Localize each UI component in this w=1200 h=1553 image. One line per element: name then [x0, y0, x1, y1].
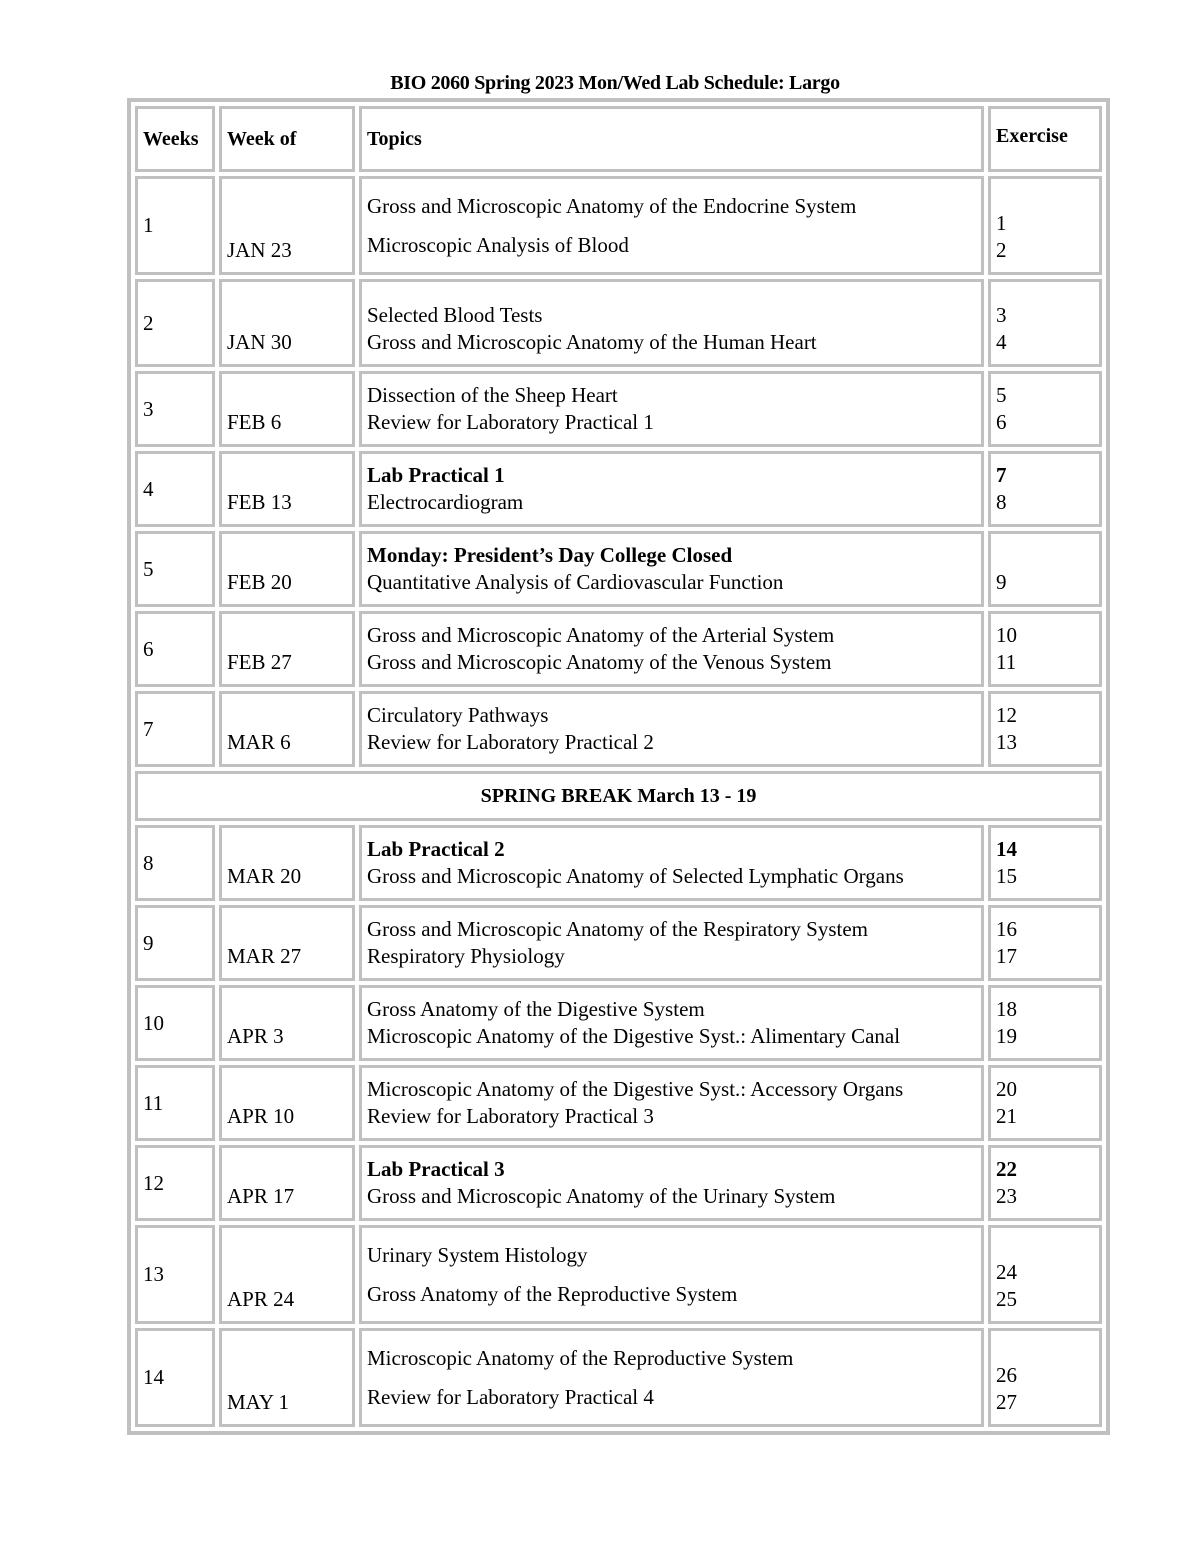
topics-cell	[359, 905, 984, 981]
topic-line: Review for Laboratory Practical 3	[367, 1104, 654, 1128]
topics-cell	[359, 176, 984, 275]
exercise-number: 10	[996, 623, 1017, 647]
spring-break-label: SPRING BREAK March 13 - 19	[135, 771, 1102, 821]
topic-line: Dissection of the Sheep Heart	[367, 383, 618, 407]
table-row	[135, 176, 1102, 275]
topic-line: Microscopic Anatomy of the Digestive Syst.: Accessory Organs	[367, 1077, 904, 1101]
topic-line: Gross and Microscopic Anatomy of the Human Heart	[367, 330, 817, 354]
lab-schedule-table	[127, 98, 1110, 1435]
table-row	[135, 1145, 1102, 1221]
exercise-number: 24	[996, 1260, 1017, 1284]
week-number: 7	[135, 691, 215, 767]
exercise-cell	[988, 611, 1102, 687]
topic-line: Gross and Microscopic Anatomy of the Urinary System	[367, 1184, 836, 1208]
week-of-date: FEB 13	[219, 451, 355, 527]
topic-line: Gross Anatomy of the Reproductive System	[367, 1281, 738, 1306]
table-row	[135, 905, 1102, 981]
topic-line: Electrocardiogram	[367, 490, 524, 514]
exercise-number: 21	[996, 1104, 1017, 1128]
exercise-number: 20	[996, 1077, 1017, 1101]
exercise-cell	[988, 1328, 1102, 1427]
exercise-cell	[988, 985, 1102, 1061]
exercise-number: 2	[996, 238, 1007, 262]
week-number: 1	[135, 176, 215, 275]
topics-cell	[359, 1065, 984, 1141]
week-of-date: FEB 27	[219, 611, 355, 687]
week-of-date: MAR 20	[219, 825, 355, 901]
exercise-number: 13	[996, 730, 1017, 754]
topics-cell	[359, 825, 984, 901]
header-weeks: Weeks	[135, 106, 215, 172]
exercise-number: 6	[996, 410, 1007, 434]
exercise-number: 4	[996, 330, 1007, 354]
exercise-number: 12	[996, 703, 1017, 727]
topic-line: Gross Anatomy of the Digestive System	[367, 997, 705, 1021]
lab-practical-label: Lab Practical 1	[367, 463, 505, 487]
spring-break-row	[135, 771, 1102, 821]
exercise-cell	[988, 176, 1102, 275]
topic-line: Microscopic Analysis of Blood	[367, 232, 629, 257]
topic-line: Microscopic Anatomy of the Reproductive System	[367, 1345, 794, 1370]
exercise-number: 3	[996, 303, 1007, 327]
exercise-cell	[988, 531, 1102, 607]
topic-line: Review for Laboratory Practical 2	[367, 730, 654, 754]
week-number: 9	[135, 905, 215, 981]
table-row	[135, 371, 1102, 447]
week-number: 4	[135, 451, 215, 527]
exercise-cell	[988, 691, 1102, 767]
week-number: 13	[135, 1225, 215, 1324]
week-number: 14	[135, 1328, 215, 1427]
week-number: 12	[135, 1145, 215, 1221]
week-number: 6	[135, 611, 215, 687]
topic-line: Selected Blood Tests	[367, 303, 543, 327]
week-of-date: MAR 27	[219, 905, 355, 981]
lab-practical-label: Lab Practical 2	[367, 837, 505, 861]
exercise-number: 27	[996, 1390, 1017, 1414]
table-row	[135, 691, 1102, 767]
table-row	[135, 1065, 1102, 1141]
exercise-number: 22	[996, 1157, 1017, 1181]
topics-cell	[359, 1145, 984, 1221]
topics-cell	[359, 985, 984, 1061]
exercise-cell	[988, 279, 1102, 367]
exercise-number: 23	[996, 1184, 1017, 1208]
exercise-number: 18	[996, 997, 1017, 1021]
exercise-number: 7	[996, 463, 1007, 487]
exercise-cell	[988, 1065, 1102, 1141]
topics-cell	[359, 691, 984, 767]
page-title: BIO 2060 Spring 2023 Mon/Wed Lab Schedule: Largo	[390, 72, 840, 94]
exercise-cell	[988, 905, 1102, 981]
week-of-date: MAR 6	[219, 691, 355, 767]
week-of-date: APR 3	[219, 985, 355, 1061]
topics-cell	[359, 279, 984, 367]
week-number: 2	[135, 279, 215, 367]
exercise-number	[996, 542, 1094, 569]
header-row	[135, 106, 1102, 172]
topics-cell	[359, 611, 984, 687]
exercise-number: 1	[996, 211, 1007, 235]
topic-line: Gross and Microscopic Anatomy of the Arterial System	[367, 623, 835, 647]
exercise-number: 25	[996, 1287, 1017, 1311]
exercise-cell	[988, 1145, 1102, 1221]
topic-line: Review for Laboratory Practical 4	[367, 1384, 654, 1409]
table-row	[135, 279, 1102, 367]
topic-line: Gross and Microscopic Anatomy of the Venous System	[367, 650, 832, 674]
topic-line: Respiratory Physiology	[367, 944, 565, 968]
week-of-date: APR 17	[219, 1145, 355, 1221]
exercise-number: 19	[996, 1024, 1017, 1048]
week-of-date: FEB 20	[219, 531, 355, 607]
week-of-date: APR 24	[219, 1225, 355, 1324]
topic-line: Gross and Microscopic Anatomy of Selected Lymphatic Organs	[367, 864, 904, 888]
week-of-date: FEB 6	[219, 371, 355, 447]
topic-line: Quantitative Analysis of Cardiovascular Function	[367, 570, 784, 594]
week-of-date: JAN 23	[219, 176, 355, 275]
week-number: 10	[135, 985, 215, 1061]
topics-cell	[359, 451, 984, 527]
topic-line: Urinary System Histology	[367, 1242, 588, 1267]
topic-line: Microscopic Anatomy of the Digestive Syst.: Alimentary Canal	[367, 1024, 901, 1048]
exercise-number: 9	[996, 570, 1007, 594]
topics-cell	[359, 371, 984, 447]
topic-line: Circulatory Pathways	[367, 703, 549, 727]
week-number: 3	[135, 371, 215, 447]
exercise-number: 14	[996, 837, 1017, 861]
topic-line: Review for Laboratory Practical 1	[367, 410, 654, 434]
exercise-number: 15	[996, 864, 1017, 888]
table-row	[135, 825, 1102, 901]
table-row	[135, 985, 1102, 1061]
topic-line: Gross and Microscopic Anatomy of the Respiratory System	[367, 917, 869, 941]
exercise-cell	[988, 825, 1102, 901]
header-week-of: Week of	[219, 106, 355, 172]
table-row	[135, 611, 1102, 687]
topics-cell	[359, 1225, 984, 1324]
exercise-number: 8	[996, 490, 1007, 514]
table-row	[135, 451, 1102, 527]
topics-cell	[359, 531, 984, 607]
topics-cell	[359, 1328, 984, 1427]
holiday-notice: Monday: President’s Day College Closed	[367, 543, 733, 567]
lab-practical-label: Lab Practical 3	[367, 1157, 505, 1181]
exercise-number: 17	[996, 944, 1017, 968]
table-row	[135, 531, 1102, 607]
week-number: 11	[135, 1065, 215, 1141]
exercise-number: 16	[996, 917, 1017, 941]
table-row	[135, 1328, 1102, 1427]
exercise-number: 11	[996, 650, 1017, 674]
exercise-number: 26	[996, 1363, 1017, 1387]
week-of-date: APR 10	[219, 1065, 355, 1141]
week-of-date: JAN 30	[219, 279, 355, 367]
topic-line: Gross and Microscopic Anatomy of the Endocrine System	[367, 193, 857, 218]
header-topics: Topics	[359, 106, 984, 172]
table-row	[135, 1225, 1102, 1324]
week-number: 5	[135, 531, 215, 607]
exercise-cell	[988, 371, 1102, 447]
week-number: 8	[135, 825, 215, 901]
exercise-number: 5	[996, 383, 1007, 407]
week-of-date: MAY 1	[219, 1328, 355, 1427]
exercise-cell	[988, 451, 1102, 527]
header-exercise: Exercise	[988, 106, 1102, 172]
exercise-cell	[988, 1225, 1102, 1324]
